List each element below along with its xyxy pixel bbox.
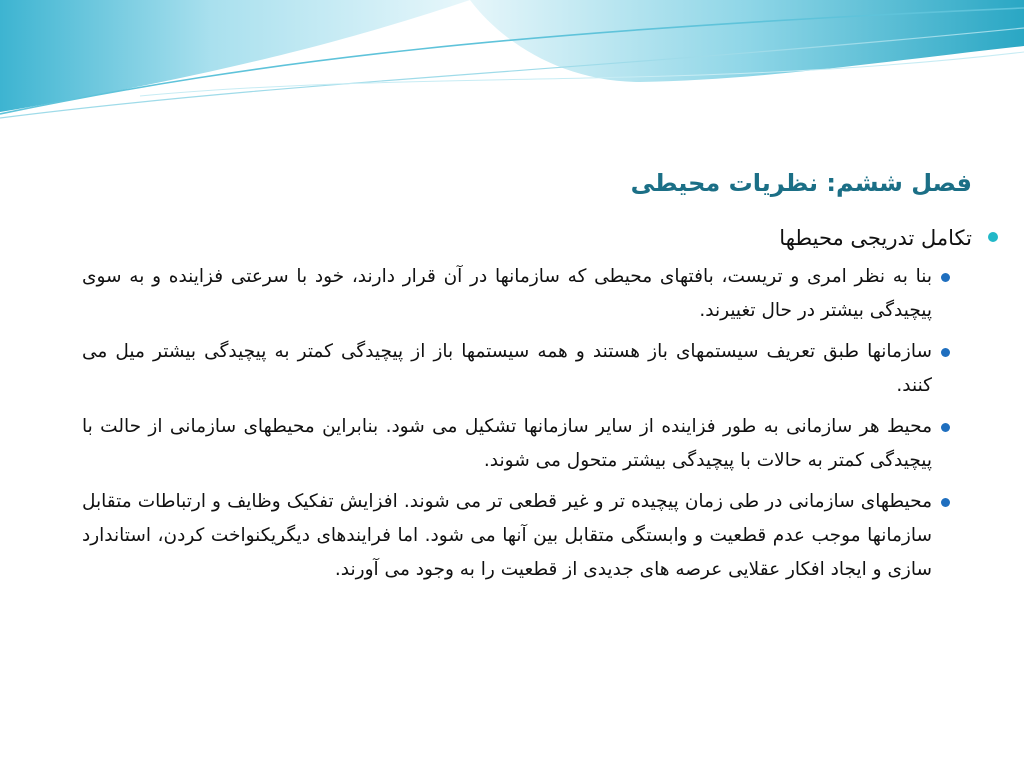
wave-band-left [0,0,470,112]
heading-bullet-text: تکامل تدریجی محیطها [779,226,972,250]
bullet-dot-icon [941,498,950,507]
slide-title: فصل ششم: نظریات محیطی [630,169,972,197]
decorative-wave-header [0,0,1024,130]
heading-bullet [82,220,972,256]
bullet-dot-icon [988,232,998,242]
slide-content [82,220,972,594]
list-item [82,335,932,403]
list-item-text: بنا به نظر امری و تریست، بافتهای محیطی که سازمانها در آن قرار دارند، خود با سرعتی فزاینده و به سوی پیچیدگی بیشتر در حال تغییرند. [82,266,932,321]
list-item [82,410,932,478]
list-item-text: سازمانها طبق تعریف سیستمهای باز هستند و همه سیستمها باز از پیچیدگی کمتر به پیچیدگی بیشتر میل می کنند. [82,341,932,396]
list-item [82,260,932,328]
bullet-dot-icon [941,423,950,432]
bullet-dot-icon [941,273,950,282]
list-item-text: محیط هر سازمانی به طور فزاینده از سایر سازمانها تشکیل می شود. بنابراین محیطهای سازمانی از حالت با پیچیدگی کمتر به حالات با پیچیدگی بیشتر متحول می شوند. [82,416,932,471]
bullet-dot-icon [941,348,950,357]
list-item-text: محیطهای سازمانی در طی زمان پیچیده تر و غیر قطعی تر می شوند. افزایش تفکیک وظایف و ارتباطات متقابل سازمانها موجب عدم قطعیت و وابستگی متقابل بین آنها می شود. اما فرایندهای دیگریکنواخت کردن، استاندارد سازی و ایجاد افکار عقلایی عرصه های جدیدی از قطعیت را به وجود می آورند. [82,491,932,580]
list-item [82,485,932,587]
